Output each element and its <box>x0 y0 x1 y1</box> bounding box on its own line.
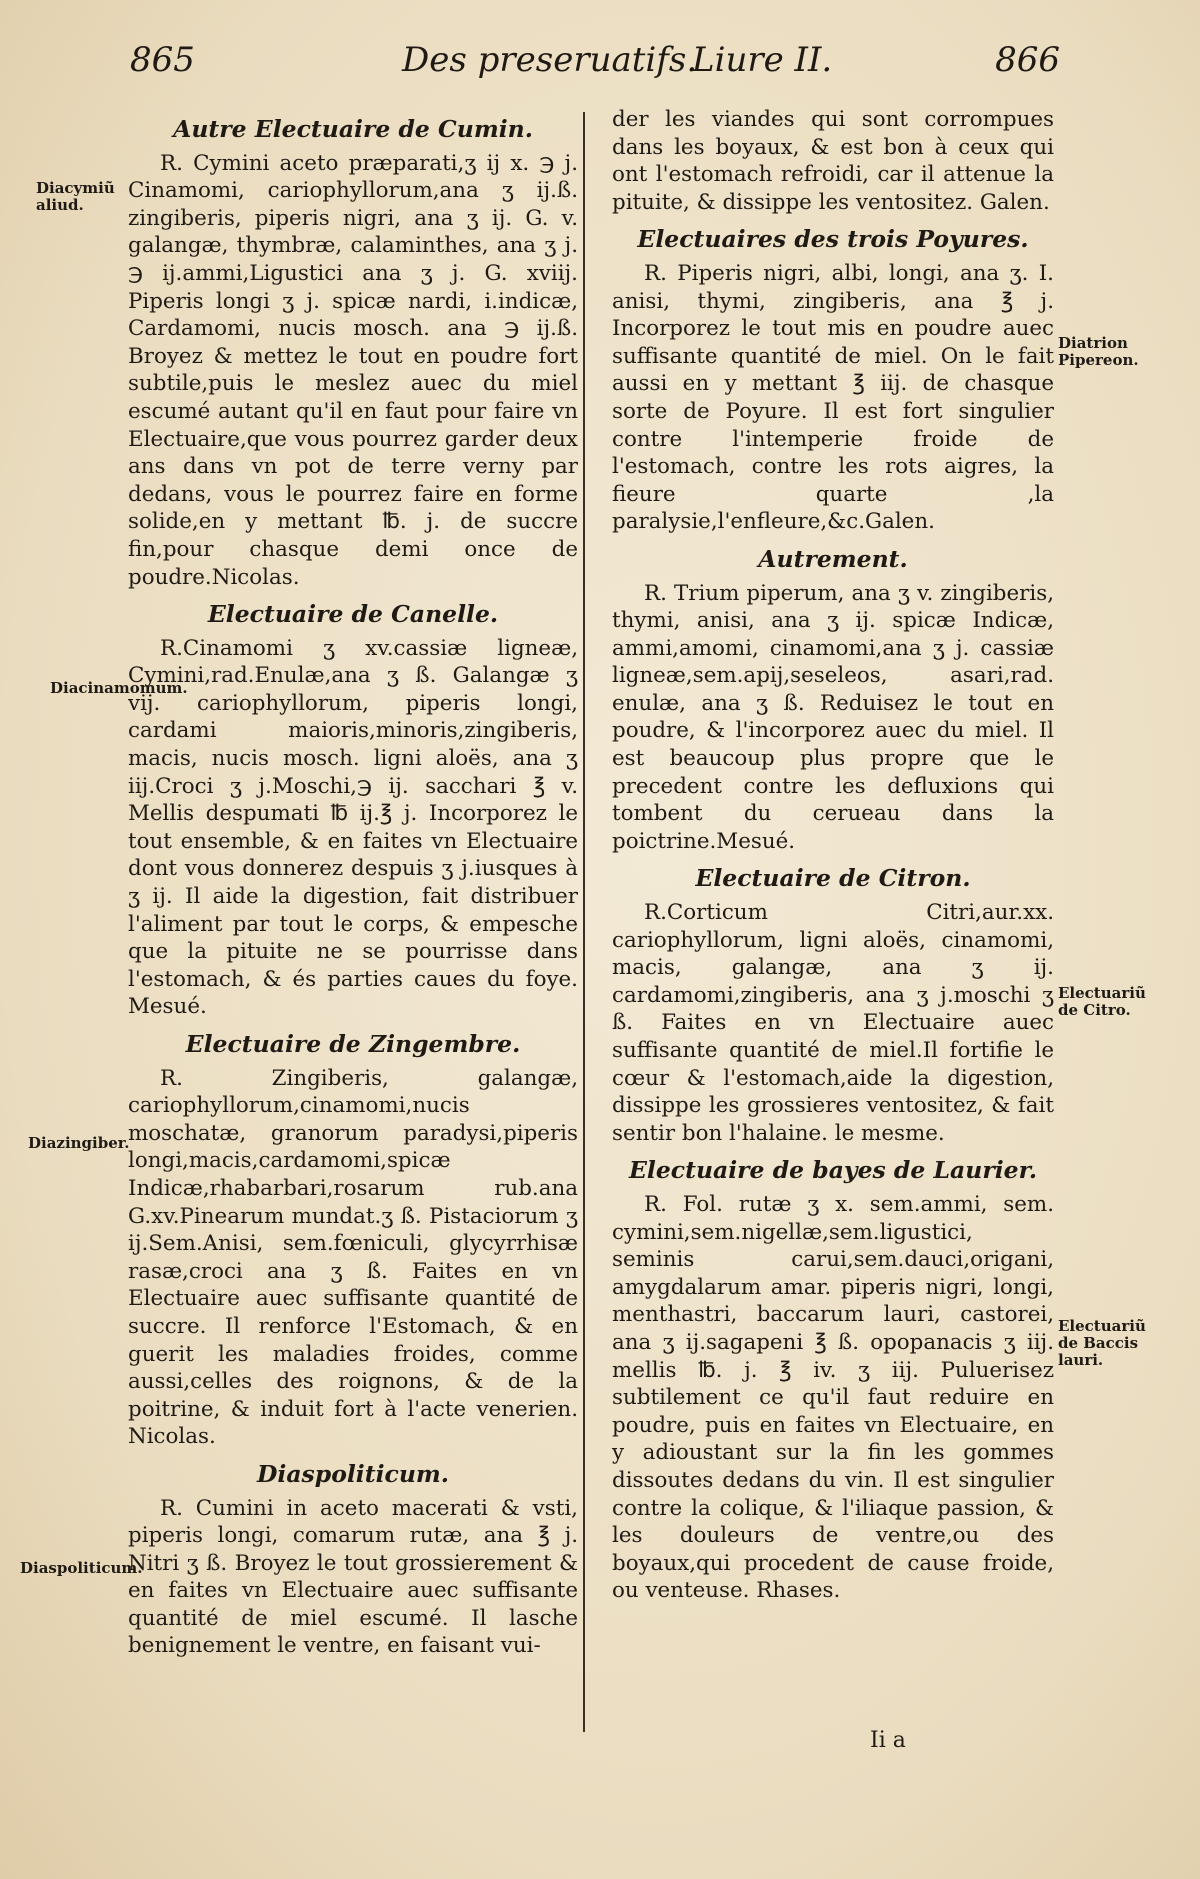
running-header <box>130 40 1060 90</box>
section-text: R. Piperis nigri, albi, longi, ana ʒ. I. anisi, thymi, zingiberis, ana ℥ j. Incorporez le tout mis en poudre auec suffisante quantité de miel. On le fait aussi en y mettant ℥ iij. de chasque sorte de Poyure. Il est fort singulier contre l'intemperie froide de l'estomach, contre les rots aigres, la fieure quarte ,la paralysie,l'enfleure,&c.Galen. <box>612 260 1054 535</box>
section-text: R.Corticum Citri,aur.xx. cariophyllorum, ligni aloës, cinamomi, macis, galangæ, ana ʒ ij. cardamomi,zingiberis, ana ʒ j.moschi ʒ ß. Faites en vn Electuaire auec suffisante quantité de miel.Il fortifie le cœur & l'estomach,aide la digestion, dissippe les grossieres ventositez, & fait sentir bon l'halaine. le mesme. <box>612 900 1054 1146</box>
section-heading: Autrement. <box>758 544 908 573</box>
section-text: R. Cymini aceto præparati,ʒ ij x. ℈ j. Cinamomi, cariophyllorum,ana ʒ ij.ß. zingiberis, piperis nigri, ana ʒ ij. G. v. galangæ, thymbræ, calaminthes, ana ʒ j. ℈ ij.ammi,Ligustici ana ʒ j. G. xviij. Piperis longi ʒ j. spicæ nardi, i.indicæ, Cardamomi, nucis mosch. ana ℈ ij.ß. Broyez & mettez le tout en poudre fort subtile,puis le meslez auec du miel escumé autant qu'il en faut pour faire vn Electuaire,que vous pourrez garder deux ans dans vn pot de terre verny par dedans, vous le pourrez faire en forme solide,en y mettant ℔. j. de succre fin,pour chasque demi once de poudre.Nicolas. <box>128 150 578 590</box>
signature-mark: Ii a <box>870 1728 906 1753</box>
section-text: R. Cumini in aceto macerati & vsti, piperis longi, comarum rutæ, ana ℥ j. Nitri ʒ ß. Broyez le tout grossierement & en faites vn Electuaire auec suffisante quantité de miel escumé. Il lasche benignement le ventre, en faisant vui- <box>128 1495 578 1659</box>
book-number: Liure II. <box>692 40 833 80</box>
section-text: R. Fol. rutæ ʒ x. sem.ammi, sem. cymini,sem.nigellæ,sem.ligustici, seminis carui,sem.dauci,origani, amygdalarum amar. piperis nigri, longi, menthastri, baccarum lauri, castorei, ana ʒ ij.sagapeni ℥ ß. opopanacis ʒ iij. mellis ℔. j. ℥ iv. ʒ iij. Puluerisez subtilement ce qu'il faut reduire en poudre, puis en faites vn Electuaire, en y adioustant sur la fin les gommes dissoutes dedans du vin. Il est singulier contre la colique, & l'iliaque passion, & les douleurs de ventre,ou des boyaux,qui procedent de cause froide, ou venteuse. Rhases. <box>612 1191 1054 1604</box>
page-number-left: 865 <box>130 40 195 80</box>
continued-text: der les viandes qui sont corrompues dans les boyaux, & est bon à ceux qui ont l'estomach refroidi, car il attenue la pituite, & dissippe les ventositez. Galen. <box>612 107 1054 215</box>
section-heading: Electuaire de Zingembre. <box>185 1030 521 1058</box>
running-title: Des preseruatifs. <box>402 40 698 80</box>
page-number-right: 866 <box>995 40 1060 80</box>
margin-note: Diacymiũ aliud. <box>36 179 115 214</box>
margin-note: Electuariũ de Baccis lauri. <box>1058 1317 1146 1369</box>
margin-note: Diazingiber. <box>28 1134 130 1152</box>
section-heading: Autre Electuaire de Cumin. <box>173 115 533 143</box>
margin-note: Diaspoliticum. <box>20 1559 143 1577</box>
left-column <box>128 106 578 1666</box>
section-text: R. Zingiberis, galangæ, cariophyllorum,cinamomi,nucis moschatæ, granorum paradysi,piperis longi,macis,cardamomi,spicæ Indicæ,rhabarbari,rosarum rub.ana G.xv.Pinearum mundat.ʒ ß. Pistaciorum ʒ ij.Sem.Anisi, sem.fœniculi, glycyrrhisæ rasæ,croci ana ʒ ß. Faites en vn Electuaire auec suffisante quantité de succre. Il renforce l'Estomach, & en guerit les maladies froides, comme aussi,celles des roignons, & de la poitrine, & induit fort à l'acte venerien. Nicolas. <box>128 1065 578 1450</box>
right-column <box>612 106 1054 1611</box>
section-heading: Electuaire de bayes de Laurier. <box>628 1156 1037 1185</box>
section-heading: Electuaire de Canelle. <box>207 600 499 629</box>
margin-note: Diacinamomum. <box>50 679 188 697</box>
section-text: R. Trium piperum, ana ʒ v. zingiberis, thymi, anisi, ana ʒ ij. spicæ Indicæ, ammi,amomi, cinamomi,ana ʒ j. cassiæ ligneæ,sem.apij,seseleos, asari,rad. enulæ, ana ʒ ß. Reduisez le tout en poudre, & l'incorporez auec du miel. Il est beaucoup plus propre que le precedent contre les defluxions qui tombent du cerueau dans la poictrine.Mesué. <box>612 580 1054 854</box>
column-divider <box>583 112 585 1732</box>
margin-note: Electuariũ de Citro. <box>1058 984 1146 1019</box>
section-heading: Diaspoliticum. <box>257 1459 449 1488</box>
section-heading: Electuaire de Citron. <box>695 864 971 893</box>
section-heading: Electuaires des trois Poyures. <box>637 225 1029 254</box>
section-text: R.Cinamomi ʒ xv.cassiæ ligneæ, Cymini,rad.Enulæ,ana ʒ ß. Galangæ ʒ vij. cariophyllorum, piperis longi, cardami maioris,minoris,zingiberis, macis, nucis mosch. ligni aloës, ana ʒ iij.Croci ʒ j.Moschi,℈ ij. sacchari ℥ v. Mellis despumati ℔ ij.℥ j. Incorporez le tout ensemble, & en faites vn Electuaire dont vous donnerez despuis ʒ j.iusques à ʒ ij. Il aide la digestion, fait distribuer l'aliment par tout le corps, & empesche que la pituite ne se pourrisse dans l'estomach, & és parties caues du foye. Mesué. <box>128 635 578 1020</box>
margin-note: Diatrion Pipereon. <box>1058 334 1139 369</box>
